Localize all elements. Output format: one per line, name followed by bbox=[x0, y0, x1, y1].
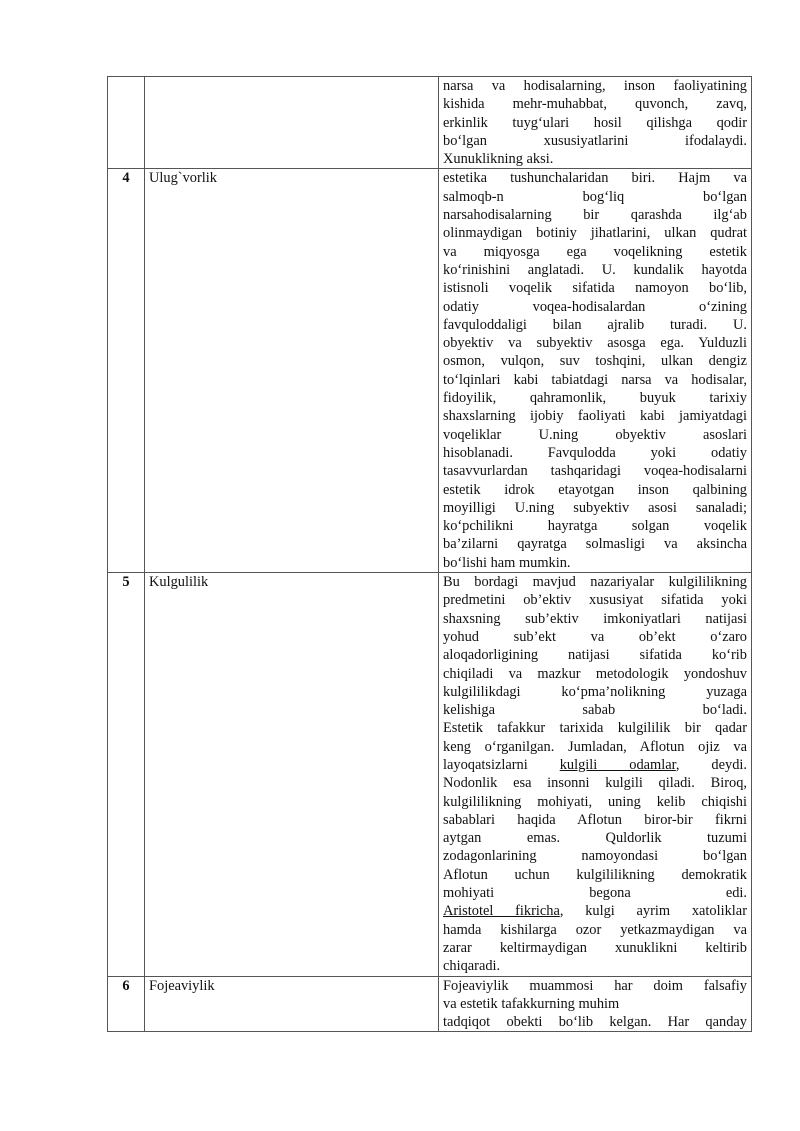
definition-line: narsahodisalarning bir qarashda ilg‘ab bbox=[443, 207, 747, 224]
definition-line: moyilligi U.ning subyektiv asosi sanaladi; bbox=[443, 499, 747, 516]
definition-line: to‘lqinlari kabi tabiatdagi narsa va hodisalar, bbox=[443, 371, 747, 388]
definition-line: estetik idrok etayotgan inson qalbining bbox=[443, 481, 747, 498]
definition-line: Nodonlik esa insonni kulgili qiladi. Biroq, bbox=[443, 775, 747, 792]
definition-line: hisoblanadi. Favqulodda yoki odatiy bbox=[443, 444, 747, 461]
definition-line: tadqiqot obekti bo‘lib kelgan. Har qanday bbox=[443, 1014, 747, 1031]
table-row bbox=[108, 169, 752, 573]
definition-line: sabablari haqida Aflotun biror-bir fikrni bbox=[443, 811, 747, 828]
term-cell: Kulgulilik bbox=[145, 573, 439, 977]
table-row bbox=[108, 77, 752, 169]
definition-line: ko‘pchilikni hayratga solgan voqelik bbox=[443, 518, 747, 535]
definition-cell bbox=[439, 976, 752, 1032]
row-number: 5 bbox=[108, 573, 145, 977]
definition-line: chiqaradi. bbox=[443, 958, 501, 975]
definition-line: Aflotun uchun kulgililikning demokratik bbox=[443, 866, 747, 883]
definition-line: zodagonlarining namoyondasi bo‘lgan bbox=[443, 848, 747, 865]
definition-line: osmon, vulqon, suv toshqini, ulkan dengiz bbox=[443, 353, 747, 370]
definition-line: kulgililikning mohiyati, uning kelib chiqishi bbox=[443, 793, 747, 810]
definition-line: aloqadorligining natijasi sifatida ko‘rib bbox=[443, 647, 747, 664]
definition-line: istisnoli voqelik sifatida namoyon bo‘lib, bbox=[443, 280, 747, 297]
definition-line: voqeliklar U.ning obyektiv asoslari bbox=[443, 426, 747, 443]
definition-line: ko‘rinishini anglatadi. U. kundalik hayotda bbox=[443, 261, 747, 278]
definition-line: zarar keltirmaydigan xunuklikni keltirib bbox=[443, 939, 747, 956]
term-cell bbox=[145, 77, 439, 169]
definition-line: Bu bordagi mavjud nazariyalar kulgililikning bbox=[443, 574, 747, 591]
definition-line: mohiyati begona edi. bbox=[443, 885, 747, 902]
row-number: 6 bbox=[108, 976, 145, 1032]
definition-line: shaxslarning ijobiy faoliyati kabi jamiyatdagi bbox=[443, 408, 747, 425]
underlined-link-text[interactable]: Aristotel fikricha bbox=[443, 903, 560, 920]
term-cell: Ulug`vorlik bbox=[145, 169, 439, 573]
definition-line: olinmaydigan botiniy jihatlarini, ulkan qudrat bbox=[443, 225, 747, 242]
definition-line: chiqiladi va mazkur metodologik yondoshuv bbox=[443, 665, 747, 682]
definition-line: hamda kishilarga ozor yetkazmaydigan va bbox=[443, 921, 747, 938]
definition-line: narsa va hodisalarning, inson faoliyatining bbox=[443, 78, 747, 94]
underlined-link-text[interactable]: kulgili odamlar bbox=[559, 756, 676, 773]
definition-cell bbox=[439, 573, 752, 977]
definition-line: kulgililikdagi ko‘pma’nolikning yuzaga bbox=[443, 683, 747, 700]
definition-line: obyektiv va subyektiv asosga ega. Yulduzli bbox=[443, 335, 747, 352]
definition-line: bo‘lishi ham mumkin. bbox=[443, 554, 571, 571]
definition-line: predmetini ob’ektiv xususiyat sifatida yoki bbox=[443, 592, 747, 609]
glossary-table bbox=[107, 76, 752, 1032]
definition-line: fidoyilik, qahramonlik, buyuk tarixiy bbox=[443, 390, 747, 407]
row-number bbox=[108, 77, 145, 169]
definition-line: Estetik tafakkur tarixida kulgililik bir qadar bbox=[443, 720, 747, 737]
definition-line: estetika tushunchalaridan biri. Hajm va bbox=[443, 170, 747, 187]
definition-line: shaxsning sub’ektiv imkoniyatlari natijasi bbox=[443, 610, 747, 627]
definition-line: favquloddaligi bilan ajralib turadi. U. bbox=[443, 316, 747, 333]
definition-line: bo‘lgan xususiyatlarini ifodalaydi. bbox=[443, 132, 747, 149]
definition-cell bbox=[439, 169, 752, 573]
definition-line: salmoqb-n bog‘liq bo‘lgan bbox=[443, 188, 747, 205]
definition-line: layoqatsizlarni kulgili odamlar, deydi. bbox=[443, 756, 747, 773]
definition-line: kelishiga sabab bo‘ladi. bbox=[443, 702, 747, 719]
definition-line: aytgan emas. Quldorlik tuzumi bbox=[443, 830, 747, 847]
definition-line: va estetik tafakkurning muhim bbox=[443, 995, 620, 1012]
definition-line: Fojeaviylik muammosi har doim falsafiy bbox=[443, 977, 747, 994]
row-number: 4 bbox=[108, 169, 145, 573]
definition-line: kishida mehr-muhabbat, quvonch, zavq, bbox=[443, 96, 747, 113]
table-row bbox=[108, 573, 752, 977]
definition-line: keng o‘rganilgan. Jumladan, Aflotun ojiz va bbox=[443, 738, 747, 755]
definition-line: va miqyosga ega voqelikning estetik bbox=[443, 243, 747, 260]
definition-line: erkinlik tuyg‘ulari hosil qilishga qodir bbox=[443, 114, 747, 131]
table-row bbox=[108, 976, 752, 1032]
term-cell: Fojeaviylik bbox=[145, 976, 439, 1032]
definition-cell bbox=[439, 77, 752, 169]
definition-line: odatiy voqea-hodisalardan o‘zining bbox=[443, 298, 747, 315]
definition-line: yohud sub’ekt va ob’ekt o‘zaro bbox=[443, 628, 747, 645]
definition-line: ba’zilarni qayratga solmasligi va aksincha bbox=[443, 536, 747, 553]
definition-line: tasavvurlardan tashqaridagi voqea-hodisalarni bbox=[443, 463, 747, 480]
definition-line: Aristotel fikricha, kulgi ayrim xatoliklar bbox=[443, 903, 747, 920]
glossary-table-body bbox=[108, 77, 752, 1032]
definition-line: Xunuklikning aksi. bbox=[443, 151, 554, 168]
